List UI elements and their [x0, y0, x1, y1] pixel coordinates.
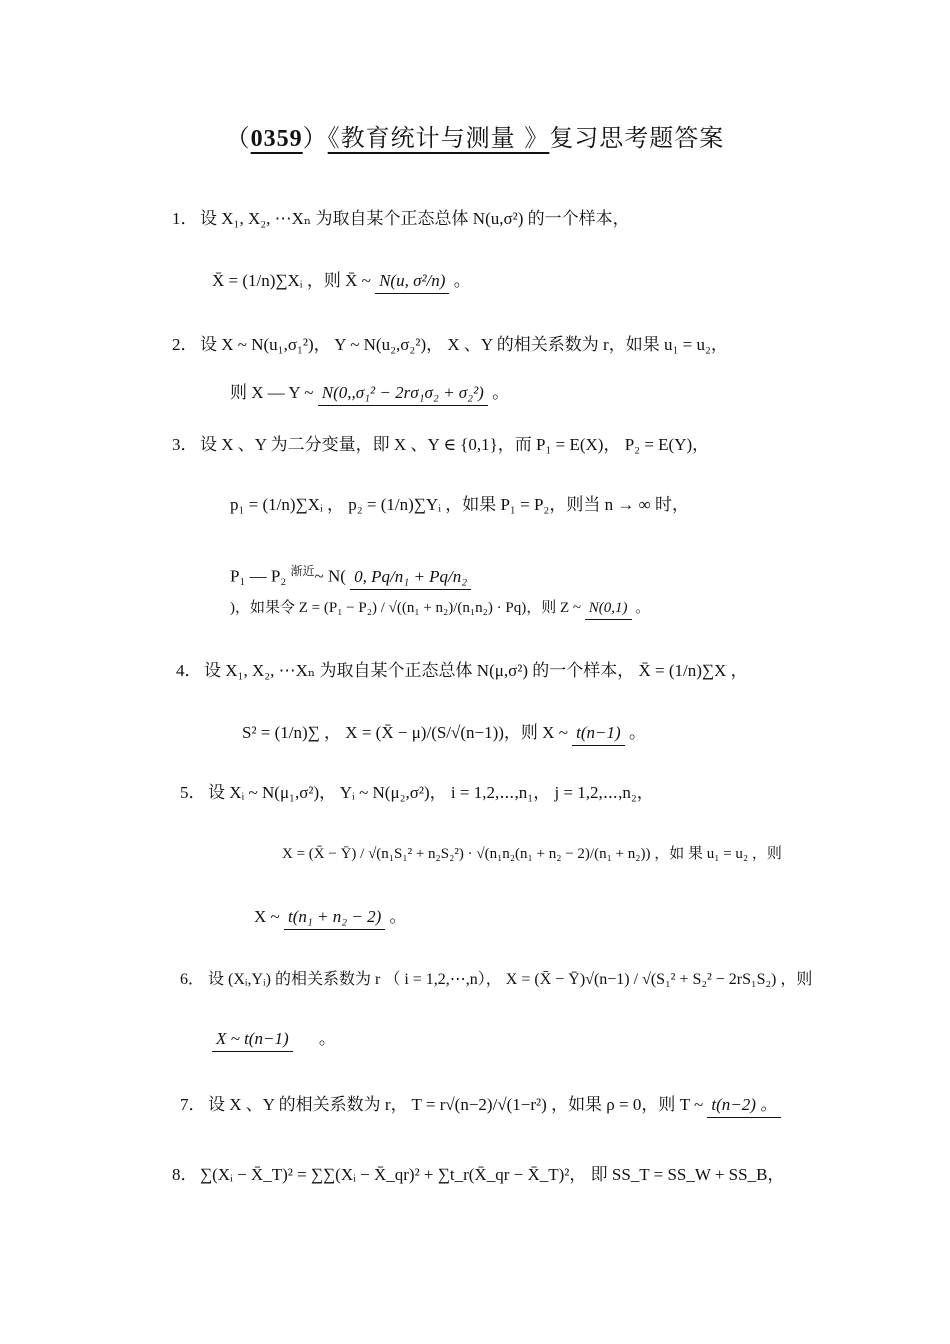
question-number: 4．: [176, 661, 202, 680]
question-text: 。: [635, 600, 651, 616]
question-text: 设 X 、Y 的相关系数为 r， T = r√(n−2)/√(1−r²) ，如果 ρ = 0，则 T ~: [208, 1095, 704, 1114]
question-5-line-3: [254, 902, 407, 930]
page-title: [0, 118, 950, 153]
question-number: 7．: [180, 1095, 206, 1114]
question-text: 。: [492, 383, 510, 402]
question-1-line-2: [212, 266, 471, 294]
question-text: 则 X — Y ~: [230, 383, 314, 402]
question-5-line-1: [180, 778, 654, 803]
question-number: 5．: [180, 783, 206, 802]
question-6-line-2: [212, 1024, 336, 1052]
question-text: 设 X₁, X₂, ⋯Xₙ 为取自某个正态总体 N(u,σ²) 的一个样本，: [200, 209, 630, 228]
question-text: X̄ = (1/n)∑Xᵢ ，则 X̄ ~: [212, 271, 371, 290]
answer-blank: t(n−2) 。: [707, 1090, 781, 1118]
answer-blank: N(0,1): [585, 600, 632, 620]
question-text: 设 X 、Y 为二分变量，即 X 、Y ∈ {0,1}，而 P₁ = E(X)， P₂ = E(Y)，: [200, 435, 710, 454]
question-text: X ~: [254, 907, 280, 926]
question-number: 8．: [172, 1165, 198, 1184]
answer-blank: N(0,,σ₁² − 2rσ₁σ₂ + σ₂²): [318, 383, 488, 406]
answer-blank: t(n₁ + n₂ − 2): [284, 907, 385, 930]
question-number: 3．: [172, 435, 198, 454]
question-6-line-1: [180, 966, 812, 989]
question-4-line-2: [242, 718, 646, 746]
question-text: S² = (1/n)∑ ， X = (X̄ − μ)/(S/√(n−1))，则 X ~: [242, 723, 568, 742]
answer-blank: N(u, σ²/n): [375, 271, 449, 294]
title-close-paren: ）: [302, 124, 328, 152]
question-2-line-2: [230, 378, 509, 406]
question-text: )，如果令 Z = (P₁ − P₂) / √((n₁ + n₂)/(n₁n₂) · Pq)，则 Z ~: [230, 600, 581, 616]
question-text: 设 X₁, X₂, ⋯Xₙ 为取自某个正态总体 N(μ,σ²) 的一个样本， X̄ = (1/n)∑X ，: [204, 661, 748, 680]
question-2-line-1: [172, 330, 728, 355]
question-3-line-1: [172, 430, 709, 455]
question-text: 设 (Xᵢ,Yᵢ) 的相关系数为 r （ i = 1,2,⋯,n）， X = (X̄ − Ȳ)√(n−1) / √(S₁² + S₂² − 2rS₁S₂) ，则: [208, 971, 813, 988]
question-text: 。: [453, 271, 471, 290]
answer-blank: X ~ t(n−1): [212, 1029, 293, 1052]
question-number: 1．: [172, 209, 198, 228]
question-text: X = (X̄ − Ȳ) / √(n₁S₁² + n₂S₂²) · √(n₁n₂(n₁ + n₂ − 2)/(n₁ + n₂)) ，如 果 u₁ = u₂ ，则: [282, 846, 782, 862]
question-7-line-1: [180, 1090, 781, 1118]
question-text: 。: [628, 723, 646, 742]
question-text: p₁ = (1/n)∑Xᵢ ， p₂ = (1/n)∑Yᵢ ，如果 P₁ = P₂，则当 n → ∞ 时，: [230, 495, 689, 514]
question-number: 2．: [172, 335, 198, 354]
question-text: 。: [318, 1029, 336, 1048]
question-3-line-3: [230, 562, 471, 590]
question-1-line-1: [172, 204, 630, 229]
question-text: 设 Xᵢ ~ N(μ₁,σ²)， Yᵢ ~ N(μ₂,σ²)， i = 1,2,⋯,n₁， j = 1,2,⋯,n₂，: [208, 783, 654, 802]
answer-blank: 0, Pq/n₁ + Pq/n₂: [350, 567, 471, 590]
question-5-line-2: [282, 842, 782, 863]
question-text: ∑(Xᵢ − X̄_T)² = ∑∑(Xᵢ − X̄_qr)² + ∑t_r(X̄_qr − X̄_T)²， 即 SS_T = SS_W + SS_B，: [200, 1165, 785, 1184]
question-8-line-1: [172, 1160, 784, 1185]
question-text: P₁ — P₂: [230, 566, 291, 586]
question-text: 设 X ~ N(u₁,σ₁²)， Y ~ N(u₂,σ₂²)， X 、Y 的相关系数为 r，如果 u₁ = u₂，: [200, 335, 728, 354]
title-open-paren: （: [225, 124, 251, 152]
question-text: ~ N(: [314, 566, 346, 586]
asymptotic-mark: 渐近: [290, 564, 315, 578]
question-3-line-4: [230, 596, 650, 620]
course-code: 0359: [250, 126, 303, 152]
question-number: 6．: [180, 971, 205, 988]
answer-blank: t(n−1): [572, 723, 625, 746]
course-name: 《教育统计与测量 》: [327, 124, 550, 152]
question-text: 。: [389, 907, 407, 926]
question-3-line-2: [230, 490, 689, 515]
title-suffix: 复习思考题答案: [549, 124, 725, 152]
question-4-line-1: [176, 656, 748, 681]
